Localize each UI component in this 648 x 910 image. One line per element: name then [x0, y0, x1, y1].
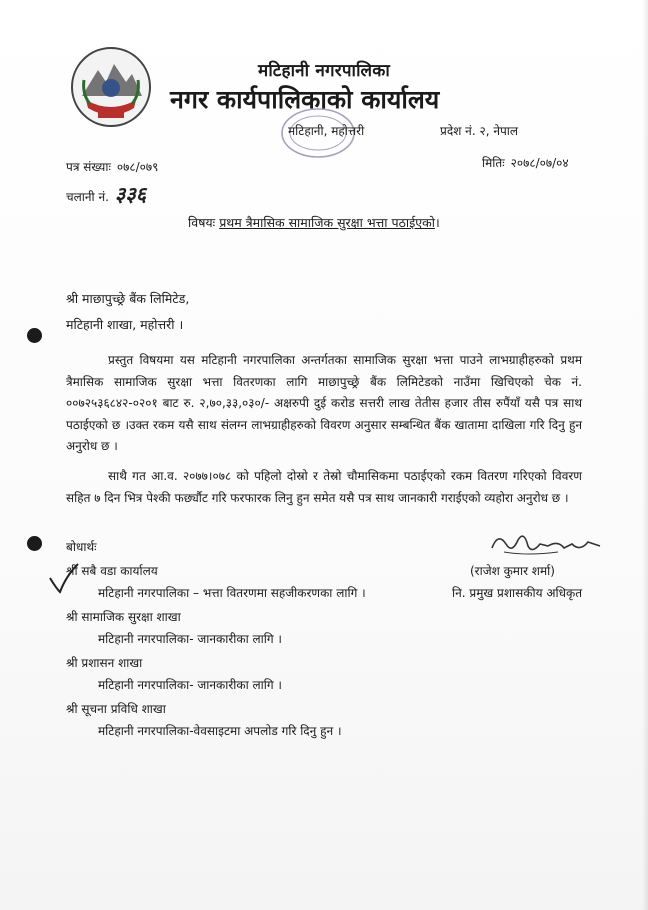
- province-text: प्रदेश नं. २, नेपाल: [440, 124, 519, 138]
- subject-label: विषयः: [188, 215, 216, 230]
- date-value: २०७८/०७/०४: [510, 156, 569, 170]
- punch-hole-bottom: [27, 536, 42, 551]
- handwritten-signature: [488, 526, 608, 560]
- letter-subject: [188, 214, 440, 231]
- date-label: मितिः: [482, 156, 505, 170]
- body-paragraph-1-text: प्रस्तुत विषयमा यस मटिहानी नगरपालिका अन्तर्गतका सामाजिक सुरक्षा भत्ता पाउने लाभग्राहीहरुको प्रथम त्रैमासिक सामाजिक सुरक्षा भत्ता वितरणका लागि माछापुच्छ्रे बैंक लिमिटेडको नाउँमा खिचिएको चेक नं. ००७२५३६८४२-०२०१ बाट रु. २,७०,३३,०३०/- अक्षरुपी दुई करोड सत्तरी लाख तेतीस हजार तीस रुपैंयाँ यसै पत्र साथ पठाईएको छ ।उक्त रकम यसै साथ संलग्न लाभग्राहीहरुको विवरण अनुसार सम्बन्धित बैंक खातामा दाखिला गरि दिनु हुन अनुरोध छ ।: [66, 353, 582, 453]
- cc-to-3: श्री प्रशासन शाखा: [66, 656, 143, 670]
- cc-to-1: श्री सबै वडा कार्यालय: [66, 564, 158, 578]
- cc-to-2: श्री सामाजिक सुरक्षा शाखा: [66, 610, 181, 624]
- patra-sankhya: [66, 158, 158, 175]
- letter-date: [482, 154, 569, 171]
- patra-sankhya-value: ०७८/०७९: [116, 160, 159, 174]
- subject-end: ।: [434, 215, 440, 230]
- cc-note-1: मटिहानी नगरपालिका – भत्ता वितरणमा सहजीकरणका लागि ।: [98, 586, 366, 600]
- cc-to-4: श्री सूचना प्रविधि शाखा: [66, 702, 166, 716]
- cc-note-3: मटिहानी नगरपालिका- जानकारीका लागि ।: [98, 678, 282, 692]
- municipality-name: मटिहानी नगरपालिका: [258, 61, 390, 81]
- office-title: नगर कार्यपालिकाको कार्यालय: [170, 85, 440, 114]
- subject-text: प्रथम त्रैमासिक सामाजिक सुरक्षा भत्ता पठाईएको: [219, 215, 435, 230]
- chalani-value: ३३६: [114, 182, 147, 206]
- addressee-line-1: श्री माछापुच्छ्रे बैंक लिमिटेड,: [66, 291, 190, 306]
- body-paragraph-2: [66, 466, 582, 509]
- signatory-title: नि. प्रमुख प्रशासकीय अधिकृत: [452, 586, 583, 600]
- cc-note-2: मटिहानी नगरपालिका- जानकारीका लागि ।: [98, 632, 282, 646]
- punch-hole-top: [27, 328, 42, 343]
- signatory-name: (राजेश कुमार शर्मा): [470, 564, 555, 578]
- nepal-emblem-icon: [68, 44, 154, 130]
- office-location: मटिहानी, महोत्तरी: [288, 124, 365, 138]
- page-edge-shadow: [642, 0, 648, 910]
- patra-sankhya-label: पत्र संख्याः: [66, 160, 111, 174]
- cc-note-4: मटिहानी नगरपालिका-वेवसाइटमा अपलोड गरि दिनु हुन ।: [98, 724, 342, 738]
- cc-label: बोधार्थः: [66, 540, 97, 554]
- chalani-number: [66, 180, 146, 207]
- chalani-label: चलानी नं.: [66, 190, 109, 204]
- body-paragraph-1: [66, 350, 582, 458]
- addressee-line-2: मटिहानी शाखा, महोत्तरी ।: [66, 317, 184, 332]
- body-paragraph-2-text: साथै गत आ.व. २०७७।०७८ को पहिलो दोस्रो र तेस्रो चौमासिकमा पठाईएको रकम वितरण गरिएको विवरण सहित ७ दिन भित्र पेश्की फर्छ्यौट गरि फरफारक लिनु हुन समेत यसै पत्र साथ जानकारी गराईएको व्यहोरा अनुरोध छ ।: [66, 469, 582, 505]
- handwritten-tick-mark: [48, 562, 80, 596]
